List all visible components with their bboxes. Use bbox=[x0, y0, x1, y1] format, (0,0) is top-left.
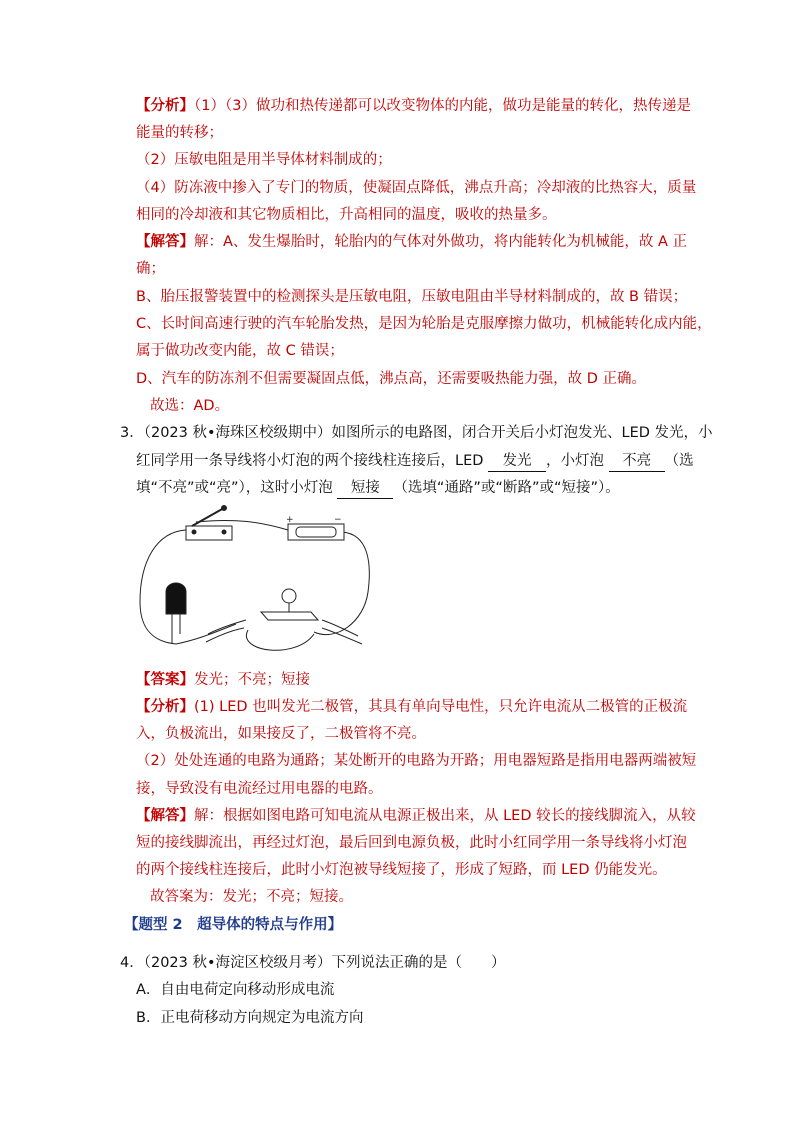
question-number: 4． bbox=[120, 955, 144, 971]
q3-stem-line-2: 红同学用一条导线将小灯泡的两个接线柱连接后，LED 发光 ，小灯泡 不亮 （选 bbox=[136, 451, 694, 472]
q3-analysis-line-3: （2）处处连通的电路为通路；某处断开的电路为开路；用电器短路是指用电器两端被短 bbox=[136, 753, 697, 769]
led-icon bbox=[166, 583, 186, 614]
q3-stem-line-3: 填“不亮”或“亮”），这时小灯泡 短接 （选填“通路”或“断路”或“短接”）。 bbox=[136, 478, 620, 499]
q2-answer-line-4: C、长时间高速行驶的汽车轮胎发热，是因为轮胎是克服摩擦力做功，机械能转化成内能， bbox=[136, 316, 712, 332]
blank-1: 发光 bbox=[488, 451, 546, 472]
q2-analysis-line-3: （2）压敏电阻是用半导体材料制成的； bbox=[136, 152, 392, 168]
q3-stem-line-1: 3．（2023 秋•海珠区校级期中）如图所示的电路图，闭合开关后小灯泡发光、LED 发光，小 bbox=[120, 425, 713, 441]
q3-key-line bbox=[136, 670, 310, 690]
q4-option-b: B．正电荷移动方向规定为电流方向 bbox=[136, 1010, 364, 1026]
q2-analysis-line-2: 能量的转移； bbox=[136, 125, 223, 141]
q3-final-answer: 故答案为：发光；不亮；短接。 bbox=[150, 889, 353, 905]
q3-analysis-line-4: 接，导致没有电流经过用电器的电路。 bbox=[136, 781, 383, 797]
q3-answer-line-2: 短的接线脚流出，再经过灯泡，最后回到电源负极，此时小红同学用一条导线将小灯泡 bbox=[136, 835, 687, 851]
minus-label: − bbox=[334, 515, 342, 525]
wire-led-clip bbox=[176, 624, 236, 644]
q2-answer-line-1: 【解答】解：A、发生爆胎时，轮胎内的气体对外做功，将内能转化为机械能，故 A 正 bbox=[136, 234, 688, 250]
answer-tag: 【解答】 bbox=[136, 808, 194, 824]
q4-option-a: A．自由电荷定向移动形成电流 bbox=[136, 982, 335, 998]
q2-analysis-line-4: （4）防冻液中掺入了专门的物质，使凝固点降低，沸点升高；冷却液的比热容大，质量 bbox=[136, 180, 697, 196]
q3-analysis-line-2: 入，负极流出，如果接反了，二极管将不亮。 bbox=[136, 726, 426, 742]
section-title: 【题型 2 超导体的特点与作用】 bbox=[124, 917, 343, 933]
q2-answer-line-5: 属于做功改变内能，故 C 错误； bbox=[136, 343, 344, 359]
key-tag: 【答案】 bbox=[136, 672, 194, 688]
q2-choice: 故选：AD。 bbox=[150, 398, 230, 414]
q3-answer-line-1: 【解答】解：根据如图电路可知电流从电源正极出来，从 LED 较长的接线脚流入，从较 bbox=[136, 808, 696, 824]
blank-3: 短接 bbox=[337, 478, 393, 499]
short-wire bbox=[246, 630, 314, 650]
question-source: （2023 秋•海珠区校级期中） bbox=[143, 425, 332, 441]
q2-answer-line-6: D、汽车的防冻剂不但需要凝固点低，沸点高，还需要吸热能力强，故 D 正确。 bbox=[136, 371, 647, 387]
q2-answer-line-3: B、胎压报警装置中的检测探头是压敏电阻，压敏电阻由半导材料制成的，故 B 错误； bbox=[136, 289, 688, 305]
key-text: 发光；不亮；短接 bbox=[194, 672, 310, 688]
q3-answer-line-3: 的两个接线柱连接后，此时小灯泡被导线短接了，形成了短路，而 LED 仍能发光。 bbox=[136, 862, 667, 878]
analysis-tag: 【分析】 bbox=[136, 98, 194, 114]
question-number: 3． bbox=[120, 425, 144, 441]
blank-2: 不亮 bbox=[609, 451, 665, 472]
left-hand bbox=[208, 620, 246, 634]
q3-analysis-line-1: 【分析】(1) LED 也叫发光二极管，其具有单向导电性，只允许电流从二极管的正极流 bbox=[136, 699, 688, 715]
q2-answer-line-2: 确； bbox=[136, 261, 165, 277]
q2-analysis-line-1: 【分析】（1）（3）做功和热传递都可以改变物体的内能，做功是能量的转化，热传递是 bbox=[136, 98, 691, 114]
wire-battery-clip bbox=[314, 532, 369, 635]
bulb-icon bbox=[282, 589, 296, 603]
battery-icon bbox=[296, 527, 336, 537]
bulb-board bbox=[261, 612, 318, 620]
plus-label: + bbox=[286, 515, 294, 525]
answer-tag: 【解答】 bbox=[136, 234, 194, 250]
analysis-tag: 【分析】 bbox=[136, 699, 194, 715]
switch-blade bbox=[192, 508, 224, 526]
circuit-figure bbox=[136, 502, 376, 660]
q2-analysis-line-5: 相同的冷却液和其它物质相比，升高相同的温度，吸收的热量多。 bbox=[136, 207, 557, 223]
q4-stem: 4．（2023 秋•海淀区校级月考）下列说法正确的是（ ） bbox=[120, 955, 506, 971]
